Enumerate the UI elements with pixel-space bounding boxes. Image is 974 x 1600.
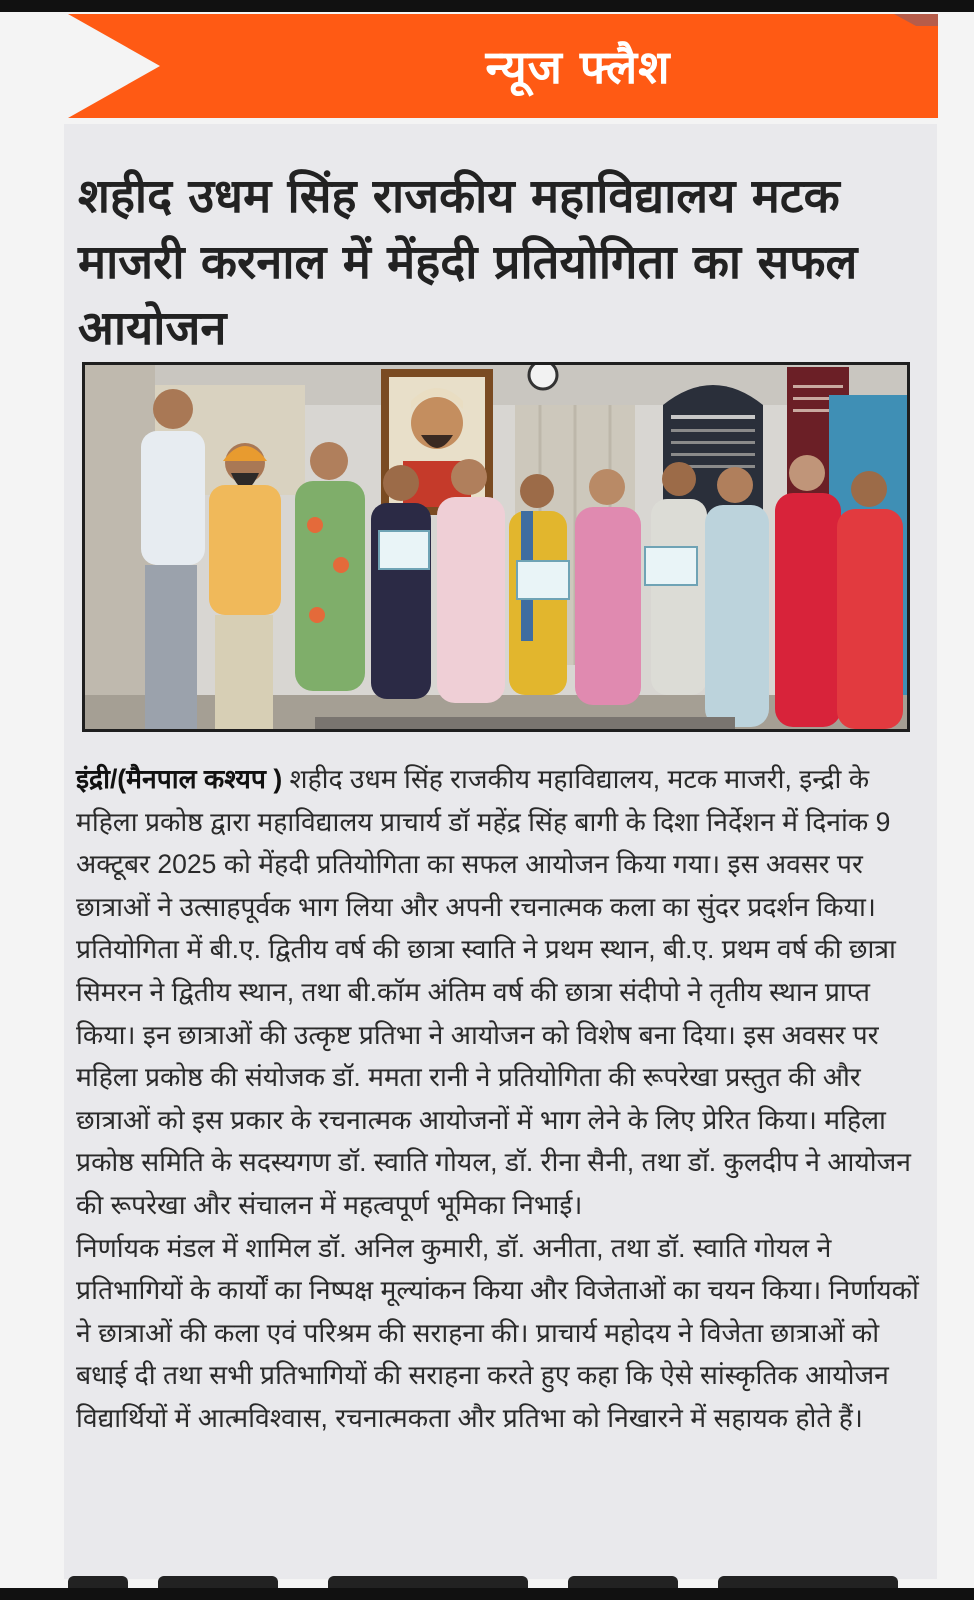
top-edge [0,0,974,12]
next-headline-fragment [68,1572,918,1588]
news-article [64,124,937,1579]
bottom-edge [0,1588,974,1600]
banner-title: न्यूज फ्लैश [485,40,671,94]
group-photo-icon [85,365,907,729]
article-paragraph-2: निर्णायक मंडल में शामिल डॉ. अनिल कुमारी, डॉ. अनीता, तथा डॉ. स्वाति गोयल ने प्रतिभागियों के कार्यों का निष्पक्ष मूल्यांकन किया और विजेताओं का चयन किया। निर्णायकों ने छात्राओं की कला एवं परिश्रम की सराहना की। प्राचार्य महोदय ने विजेता छात्राओं को बधाई दी तथा सभी प्रतिभागियों की सराहना करते हुए कहा कि ऐसे सांस्कृतिक आयोजन विद्यार्थियों में आत्मविश्वास, रचनात्मकता और प्रतिभा को निखारने में सहायक होते हैं। [76,1232,919,1433]
article-paragraph-1 [76,758,936,1227]
news-flash-banner [68,14,938,118]
group-photo [82,362,910,732]
article-byline: इंद्री/(मैनपाल कश्यप ) [76,764,283,794]
article-paragraph-1-text: शहीद उधम सिंह राजकीय महाविद्यालय, मटक माजरी, इन्द्री के महिला प्रकोष्ठ द्वारा महाविद्यालय प्राचार्य डॉ महेंद्र सिंह बागी के दिशा निर्देशन में दिनांक 9 अक्टूबर 2025 को मेंहदी प्रतियोगिता का सफल आयोजन किया गया। इस अवसर पर छात्राओं ने उत्साहपूर्वक भाग लिया और अपनी रचनात्मक कला का सुंदर प्रदर्शन किया। प्रतियोगिता में बी.ए. द्वितीय वर्ष की छात्रा स्वाति ने प्रथम स्थान, बी.ए. प्रथम वर्ष की छात्रा सिमरन ने द्वितीय स्थान, तथा बी.कॉम अंतिम वर्ष की छात्रा संदीपो ने तृतीय स्थान प्राप्त किया। इन छात्राओं की उत्कृष्ट प्रतिभा ने आयोजन को विशेष बना दिया। इस अवसर पर महिला प्रकोष्ठ की संयोजक डॉ. ममता रानी ने प्रतियोगिता की रूपरेखा प्रस्तुत की और छात्राओं को इस प्रकार के रचनात्मक आयोजनों में भाग लेने के लिए प्रेरित किया। महिला प्रकोष्ठ समिति के सदस्यगण डॉ. स्वाति गोयल, डॉ. रीना सैनी, तथा डॉ. कुलदीप ने आयोजन की रूपरेखा और संचालन में महत्वपूर्ण भूमिका निभाई। [76,764,911,1220]
article-headline: शहीद उधम सिंह राजकीय महाविद्यालय मटक माजरी करनाल में मेंहदी प्रतियोगिता का सफल आयोजन [78,169,858,356]
article-body [76,758,936,1440]
